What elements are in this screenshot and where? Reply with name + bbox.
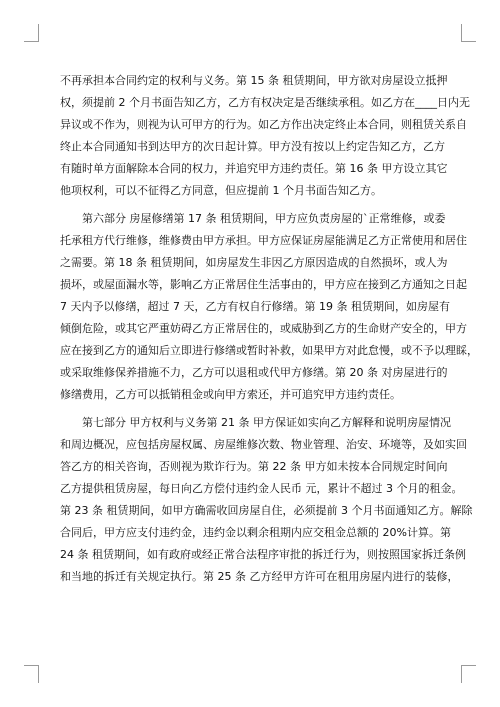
text-line (60, 274, 467, 296)
text-line (60, 252, 448, 274)
text-line (60, 522, 451, 544)
text-line (60, 500, 473, 522)
crop-mark-top-left-v (38, 24, 39, 42)
text-segment: 合同后，甲方应支付违约金，违约金以剩余租期内应交租金总额的 20%计算。 (60, 526, 440, 539)
section-heading: 第七部分 甲方权利与义务 (82, 416, 207, 429)
text-segment: 之需要。 (60, 256, 104, 269)
section-heading: 第六部分 房屋修缮 (82, 212, 174, 225)
text-segment: 第 18 条 租赁期间，如房屋发生非因乙方原因造成的自然损坏，或人为 (104, 256, 448, 269)
text-segment: 第 20 条 对房屋进行的 (335, 366, 448, 379)
text-segment: 7 天内予以修缮，超过 7 天，乙方有权自行修缮。 (60, 300, 305, 313)
text-line (60, 230, 467, 252)
text-line (60, 318, 467, 340)
crop-mark-bottom-left-h (24, 665, 39, 666)
text-segment: 修缮费用，乙方可以抵销租金或向甲方索还，并可追究甲方违约责任。 (60, 388, 401, 401)
text-segment: 甲方没有按以上约定告知乙方，乙方 (269, 140, 445, 153)
text-line (60, 544, 466, 566)
crop-mark-bottom-left-v (38, 665, 39, 683)
text-segment: 第 21 条 甲方保证如实向乙方解释和说明房屋情况 (206, 416, 451, 429)
text-line (60, 384, 442, 406)
text-line (60, 456, 448, 478)
text-segment: 第 23 条 租赁期间，如甲方确需收回房屋自住，必须提前 3 个月书面通知乙方。解除 (60, 504, 473, 517)
text-segment: 第 17 条 租赁期间，甲方应负责房屋的`正常维修，或委 (173, 212, 446, 225)
text-line (60, 70, 448, 92)
text-segment: 倾倒危险，或其它严重妨碍乙方正常居住的，或威胁到乙方的生命财产安全的，甲方 (60, 322, 467, 335)
text-segment: 或采取维修保养措施不力，乙方可以退租或代甲方修缮。 (60, 366, 335, 379)
crop-mark-top-right-h (461, 41, 476, 42)
text-segment: 有随时单方面解除本合同的权力，并追究甲方违约责任。 (60, 162, 335, 175)
text-line (60, 92, 470, 114)
text-segment: 托承租方代行维修，维修费由甲方承担。甲方应保证房屋能满足乙方正常使用和居住 (60, 234, 467, 247)
text-line (60, 136, 445, 158)
text-segment: 乙方提供租赁房屋，每日向乙方偿付违约金人民币 元，累计不超过 3 个月的租金。 (60, 482, 463, 495)
text-segment: 第 19 条 租赁期间，如房屋有 (304, 300, 450, 313)
crop-mark-bottom-right-v (461, 665, 462, 683)
text-line (60, 296, 450, 318)
crop-mark-top-left-h (24, 41, 39, 42)
text-segment: 不再承担本合同约定的权利与义务。 (60, 74, 236, 87)
text-line (60, 412, 451, 434)
text-line (60, 478, 463, 500)
document-body (60, 70, 478, 588)
text-segment: 答乙方的相关咨询，否则视为欺诈行为。 (60, 460, 258, 473)
crop-mark-top-right-v (461, 24, 462, 42)
text-segment: 和当地的拆迁有关规定执行。 (60, 570, 203, 583)
text-segment: 24 条 租赁期间，如有政府或经正常合法程序审批的拆迁行为，则按照国家拆迁条例 (60, 548, 466, 561)
text-line (60, 208, 446, 230)
text-segment: 终止本合同通知书到达甲方的次日起计算。 (60, 140, 269, 153)
text-line (60, 362, 448, 384)
text-line (60, 434, 467, 456)
text-segment: 第 (439, 526, 451, 539)
text-segment: 权，须提前 2 个月书面告知乙方，乙方有权决定是否继续承租。如乙方在____日内无 (60, 96, 470, 109)
text-segment: 第 16 条 甲方设立其它 (335, 162, 448, 175)
text-segment: 第 22 条 甲方如未按本合同规定时间向 (258, 460, 448, 473)
text-segment: 他项权利，可以不征得乙方同意，但应提前 1 个月书面告知乙方。 (60, 184, 382, 197)
text-line (60, 180, 442, 202)
text-segment: 第 25 条 乙方经甲方许可在租用房屋内进行的装修， (203, 570, 459, 583)
crop-mark-bottom-right-h (461, 665, 476, 666)
text-segment: 和周边概况，应包括房屋权属、房屋维修次数、物业管理、治安、环境等，及如实回 (60, 438, 467, 451)
text-line (60, 566, 459, 588)
text-segment: 损坏，或屋面漏水等，影响乙方正常居住生活事由的，甲方应在接到乙方通知之日起 (60, 278, 467, 291)
text-line (60, 114, 467, 136)
text-segment: 应在接到乙方的通知后立即进行修缮或暂时补救，如果甲方对此怠慢，或不予以理睬， (60, 344, 478, 357)
text-segment: 第 15 条 租赁期间，甲方欲对房屋设立抵押 (236, 74, 448, 87)
text-segment: 异议或不作为，则视为认可甲方的行为。如乙方作出决定终止本合同，则租赁关系自 (60, 118, 467, 131)
text-line (60, 158, 448, 180)
text-line (60, 340, 478, 362)
